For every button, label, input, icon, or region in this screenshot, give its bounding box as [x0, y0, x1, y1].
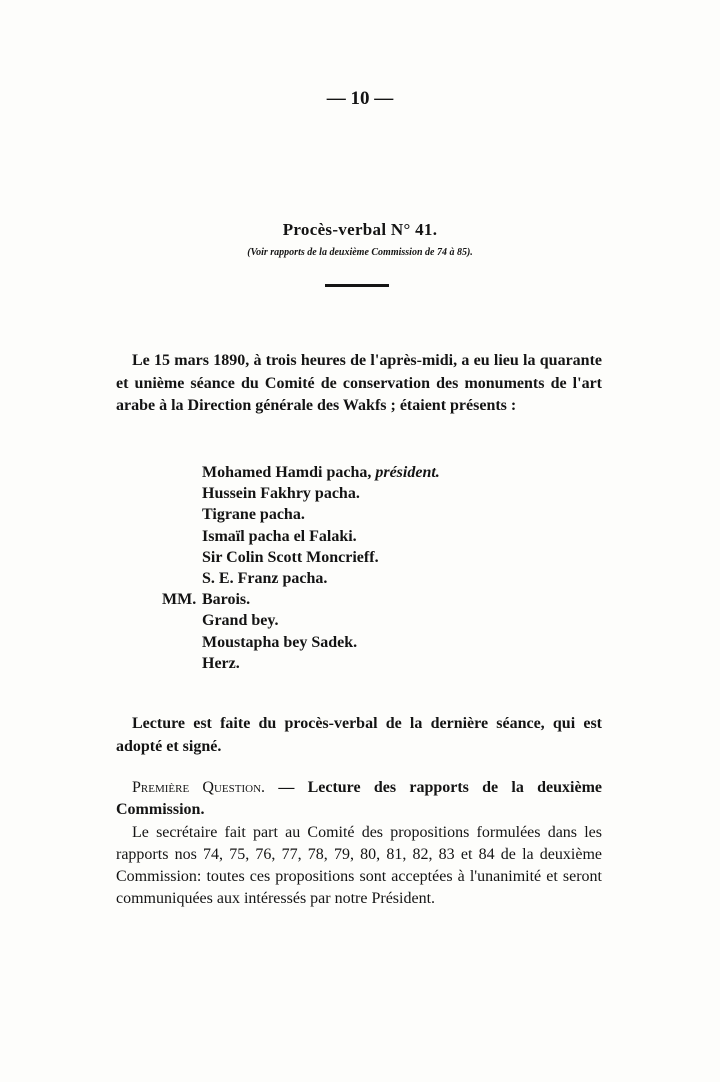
first-question-text: — Lecture des rapports de la deuxième Commission.: [116, 779, 602, 819]
attendee: Moustapha bey Sadek.: [202, 633, 358, 651]
attendee: Herz.: [202, 654, 240, 672]
attendee: [202, 462, 562, 483]
first-question-section: [116, 777, 602, 911]
secretary-paragraph: Le secrétaire fait part au Comité des propositions formulées dans les rapports nos 74, 75, 76, 77, 78, 79, 80, 81, 82, 83 et 84 de la deuxième Commission: toutes ces propositions sont acceptées à l'unanimité et seront communiquées aux intéressés par notre Président.: [116, 823, 602, 908]
attendee: Barois.: [202, 591, 251, 609]
reading-paragraph: Lecture est faite du procès-verbal de la dernière séance, qui est adopté et signé.: [116, 715, 602, 755]
first-question-heading: [116, 777, 602, 822]
attendee: Ismaïl pacha el Falaki.: [202, 527, 357, 545]
title-divider: [325, 284, 389, 287]
first-question-label: Première Question.: [132, 779, 266, 796]
attendee: Sir Colin Scott Moncrieff.: [202, 548, 379, 566]
attendee: S. E. Franz pacha.: [202, 570, 328, 588]
attendee-list: [202, 462, 562, 674]
mm-label: MM.: [162, 591, 197, 608]
attendee: Tigrane pacha.: [202, 506, 305, 524]
president-role: président.: [375, 464, 440, 481]
attendee: Grand bey.: [202, 612, 279, 630]
page-number: — 10 —: [326, 88, 394, 109]
page-subtitle: (Voir rapports de la deuxième Commission de 74 à 85).: [247, 247, 473, 258]
intro-paragraph: Le 15 mars 1890, à trois heures de l'après-midi, a eu lieu la quarante et unième séance du Comité de conservation des monuments de l'art arabe à la Direction générale des Wakfs ; étaient présents :: [116, 352, 602, 414]
attendee: Hussein Fakhry pacha.: [202, 485, 360, 503]
attendee-name: Mohamed Hamdi pacha,: [202, 464, 372, 481]
page-title: Procès-verbal N° 41.: [282, 220, 438, 239]
